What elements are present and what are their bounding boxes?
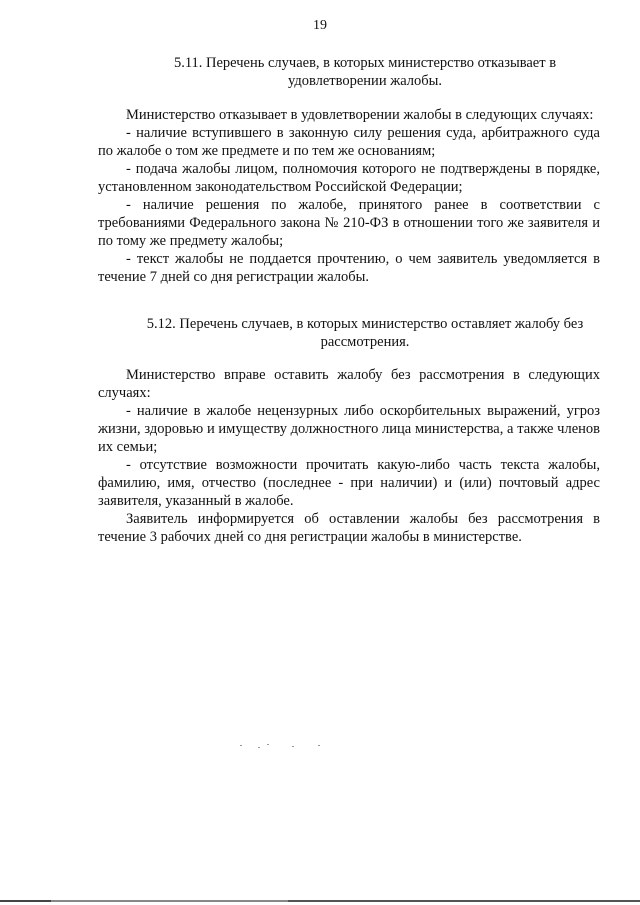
section-body-5-12: [98, 366, 600, 546]
paragraph-intro: Министерство отказывает в удовлетворении жалобы в следующих случаях:: [126, 107, 594, 123]
section-body-5-11: [98, 106, 600, 286]
list-item: - наличие решения по жалобе, принятого ранее в соответствии с требованиями Федерального закона № 210-ФЗ в отношении того же заявителя и по тому же предмету жалобы;: [98, 197, 600, 249]
list-item: - подача жалобы лицом, полномочия которого не подтверждены в порядке, установленном законодательством Российской Федерации;: [98, 161, 600, 195]
page-number: 19: [313, 18, 327, 33]
list-item: - наличие в жалобе нецензурных либо оскорбительных выражений, угроз жизни, здоровью и имуществу должностного лица министерства, а также членов их семьи;: [98, 403, 600, 455]
section-heading-5-12: 5.12. Перечень случаев, в которых министерство оставляет жалобу без рассмотрения.: [146, 316, 584, 350]
section-heading-5-11: 5.11. Перечень случаев, в которых министерство отказывает в удовлетворении жалобы.: [173, 55, 557, 89]
scan-specks: [240, 742, 360, 750]
paragraph-intro: Министерство вправе оставить жалобу без рассмотрения в следующих случаях:: [98, 367, 600, 401]
paragraph-closing: Заявитель информируется об оставлении жалобы без рассмотрения в течение 3 рабочих дней со дня регистрации жалобы в министерстве.: [98, 511, 600, 545]
list-item: - текст жалобы не поддается прочтению, о чем заявитель уведомляется в течение 7 дней со дня регистрации жалобы.: [98, 251, 600, 285]
list-item: - наличие вступившего в законную силу решения суда, арбитражного суда по жалобе о том же предмете и по тем же основаниям;: [98, 125, 600, 159]
list-item: - отсутствие возможности прочитать какую-либо часть текста жалобы, фамилию, имя, отчество (последнее - при наличии) и (или) почтовый адрес заявителя, указанный в жалобе.: [98, 457, 600, 509]
scan-edge-line: [0, 900, 640, 902]
